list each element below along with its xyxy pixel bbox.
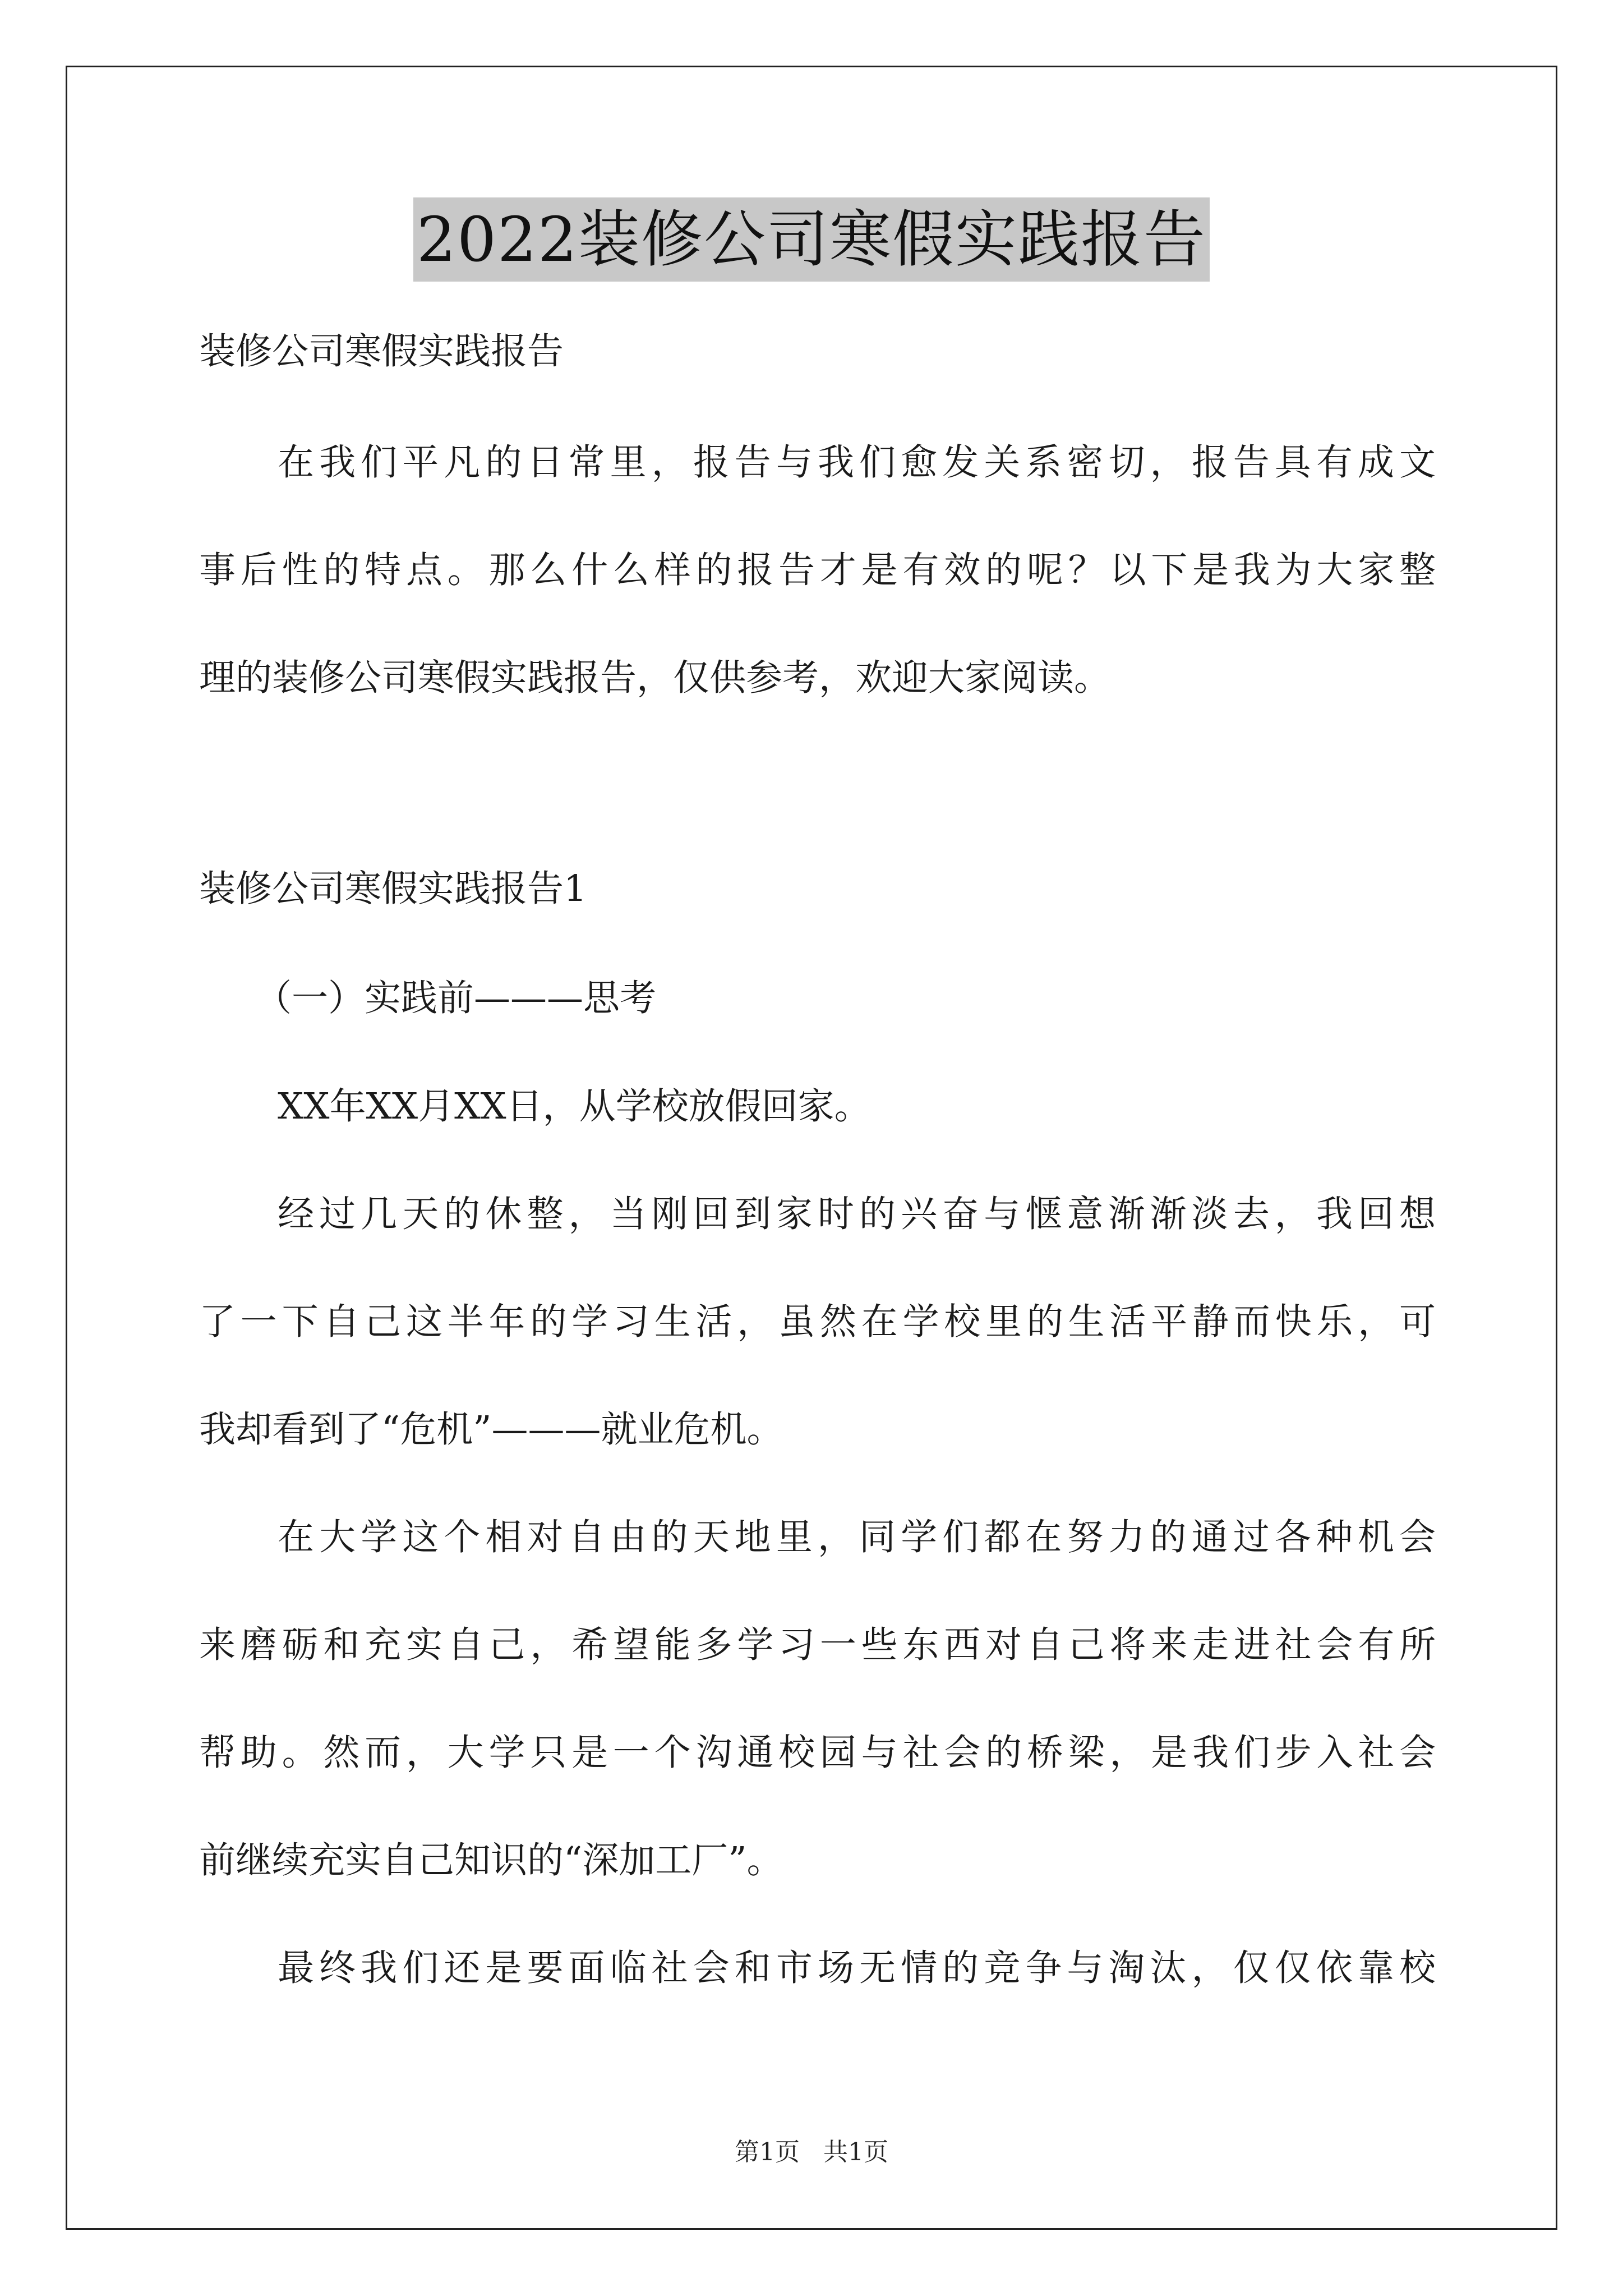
paragraph-1: XX年XX月XX日，从学校放假回家。	[278, 1085, 871, 1128]
page-border	[66, 66, 1557, 2230]
paragraph-3-line-3: 帮助。然而，大学只是一个沟通校园与社会的桥梁，是我们步入社会	[199, 1732, 1436, 1774]
document-title: 2022装修公司寒假实践报告	[413, 197, 1210, 282]
paragraph-2-line-1: 经过几天的休整，当刚回到家时的兴奋与惬意渐渐淡去，我回想	[278, 1193, 1436, 1235]
paragraph-3-line-4: 前继续充实自己知识的“深加工厂”。	[199, 1839, 783, 1881]
section-heading: 装修公司寒假实践报告1	[199, 868, 587, 910]
page-footer	[0, 2132, 1623, 2168]
document-heading: 装修公司寒假实践报告	[199, 330, 564, 372]
paragraph-3-line-2: 来磨砺和充实自己，希望能多学习一些东西对自己将来走进社会有所	[199, 1624, 1436, 1666]
paragraph-3-line-1: 在大学这个相对自由的天地里，同学们都在努力的通过各种机会	[278, 1516, 1436, 1558]
intro-line-1: 在我们平凡的日常里，报告与我们愈发关系密切，报告具有成文	[278, 441, 1436, 484]
page-number: 第1页	[735, 2138, 800, 2166]
paragraph-4-line-1: 最终我们还是要面临社会和市场无情的竞争与淘汰，仅仅依靠校	[278, 1947, 1436, 1989]
title-wrap	[0, 197, 1623, 282]
paragraph-2-line-2: 了一下自己这半年的学习生活，虽然在学校里的生活平静而快乐，可	[199, 1301, 1436, 1343]
subsection-heading: （一）实践前———思考	[255, 977, 657, 1019]
page-total: 共1页	[823, 2138, 888, 2166]
intro-line-2: 事后性的特点。那么什么样的报告才是有效的呢？以下是我为大家整	[199, 549, 1436, 591]
paragraph-2-line-3: 我却看到了“危机”———就业危机。	[199, 1409, 783, 1451]
intro-line-3: 理的装修公司寒假实践报告，仅供参考，欢迎大家阅读。	[199, 657, 1111, 699]
